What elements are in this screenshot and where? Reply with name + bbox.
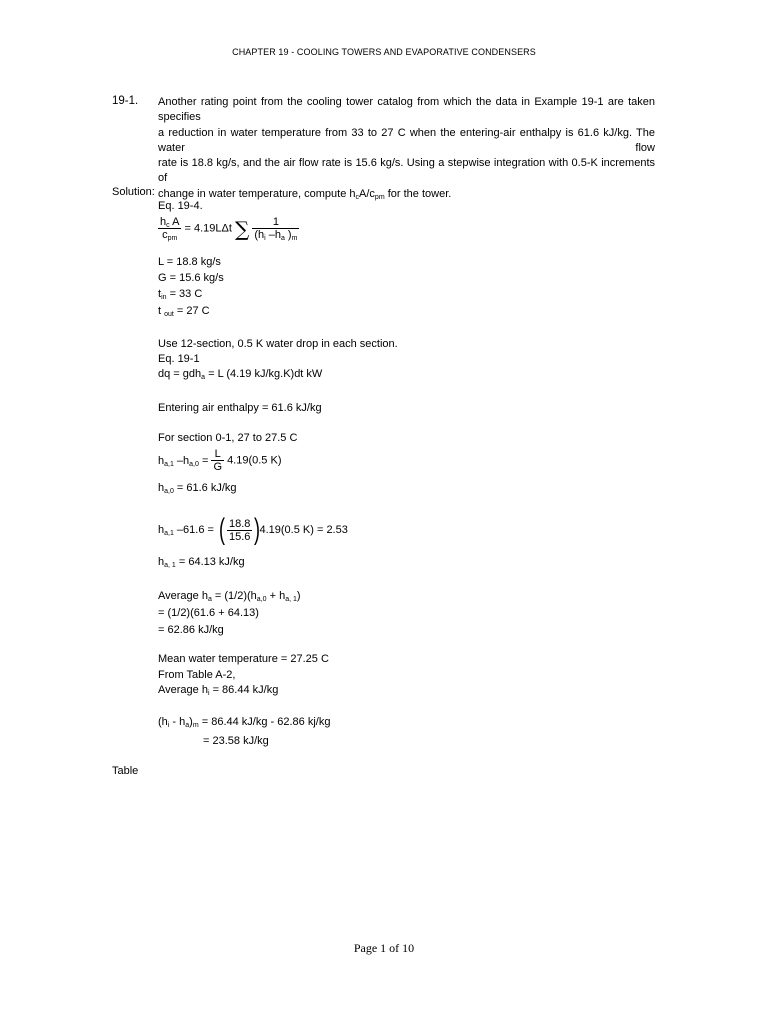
dq-equation: dq = gdh$_a$ = L (4.19 kJ/kg.K)dt kW bbox=[158, 368, 323, 381]
mean-water-temperature: Mean water temperature = 27.25 C bbox=[158, 653, 329, 665]
average-ha-result: = 62.86 kJ/kg bbox=[158, 624, 224, 636]
lhs-fraction: $\frac{h_c A}{c_{pm}}$ bbox=[160, 216, 180, 242]
hi-minus-ha-difference: $(h_i - h_a)_m = 86.44$ kJ/kg - 62.86 kj/kg bbox=[158, 716, 331, 729]
problem-line-4: change in water temperature, compute $h_cA/c_{pm}$ for the tower. bbox=[158, 187, 452, 201]
given-tout: t $_{out}$ = 27 C bbox=[158, 305, 210, 318]
problem-statement bbox=[158, 95, 655, 202]
problem-line-2: a reduction in water temperature from 33 to 27 C when the entering-air enthalpy is 61.6 kJ/kg. The water flow bbox=[158, 126, 655, 154]
solution-label: Solution: bbox=[112, 186, 155, 198]
average-ha-substitution: = (1/2)(61.6 + 64.13) bbox=[158, 607, 259, 619]
equation-ha1-numeric: $h_{a,1}$ –61.6 = ( $\frac{18.8}{15.6}$ ) 4.19(0.5 K) = 2.53 bbox=[158, 513, 348, 546]
average-ha-formula: Average $h_a = (1/2)(h_{a,0} + h_{a, 1})$ bbox=[158, 590, 301, 603]
given-G: G = 15.6 kg/s bbox=[158, 272, 224, 284]
summation-symbol: ∑ bbox=[234, 216, 250, 241]
given-L: L = 18.8 kg/s bbox=[158, 256, 221, 268]
rhs-fraction: $\frac{1}{(h_i -h_a )_m}$ bbox=[254, 216, 298, 242]
problem-line-1: Another rating point from the cooling tower catalog from which the data in Example 19-1 are taken specifies bbox=[158, 96, 655, 124]
eq-ref-19-4: Eq. 19-4. bbox=[158, 200, 203, 212]
entering-air-enthalpy: Entering air enthalpy = 61.6 kJ/kg bbox=[158, 402, 322, 414]
ha0-value: $h_{a,0} = 61.6$ kJ/kg bbox=[158, 482, 237, 495]
ratio-fraction: $\frac{18.8}{15.6}$ bbox=[229, 517, 251, 543]
use-sections-note: Use 12-section, 0.5 K water drop in each section. bbox=[158, 338, 398, 350]
problem-number: 19-1. bbox=[112, 95, 139, 107]
table-label: Table bbox=[112, 765, 139, 777]
chapter-header: CHAPTER 19 - COOLING TOWERS AND EVAPORATIVE CONDENSERS bbox=[232, 47, 536, 57]
L-over-G-fraction: $\frac{L}{G}$ bbox=[213, 448, 222, 473]
equation-hcA-cpm: $\frac{h_c A}{c_{pm}}$ = 4.19LΔt ∑ $\frac{1}{(h_i -h_a )_m}$ bbox=[160, 216, 298, 242]
problem-line-3: rate is 18.8 kg/s, and the air flow rate is 15.6 kg/s. Using a stepwise integration with 0.5-K increments of bbox=[158, 157, 655, 185]
section-heading: For section 0-1, 27 to 27.5 C bbox=[158, 432, 298, 444]
given-tin: $t_{in} = 33$ C bbox=[158, 288, 203, 301]
hi-minus-ha-result: = 23.58 kJ/kg bbox=[203, 735, 269, 747]
ha1-value: $h_{a, 1} = 64.13$ kJ/kg bbox=[158, 556, 245, 569]
eq-ref-19-1: Eq. 19-1 bbox=[158, 353, 200, 365]
page-number: Page 1 of 10 bbox=[353, 941, 415, 955]
average-hi: Average $h_i = 86.44$ kJ/kg bbox=[158, 684, 279, 697]
equation-ha1-minus-ha0: $h_{a,1}$ $-h_{a,0}$ = $\frac{L}{G}$ 4.19(0.5 K) bbox=[158, 448, 282, 473]
from-table-a2: From Table A-2, bbox=[158, 669, 236, 681]
